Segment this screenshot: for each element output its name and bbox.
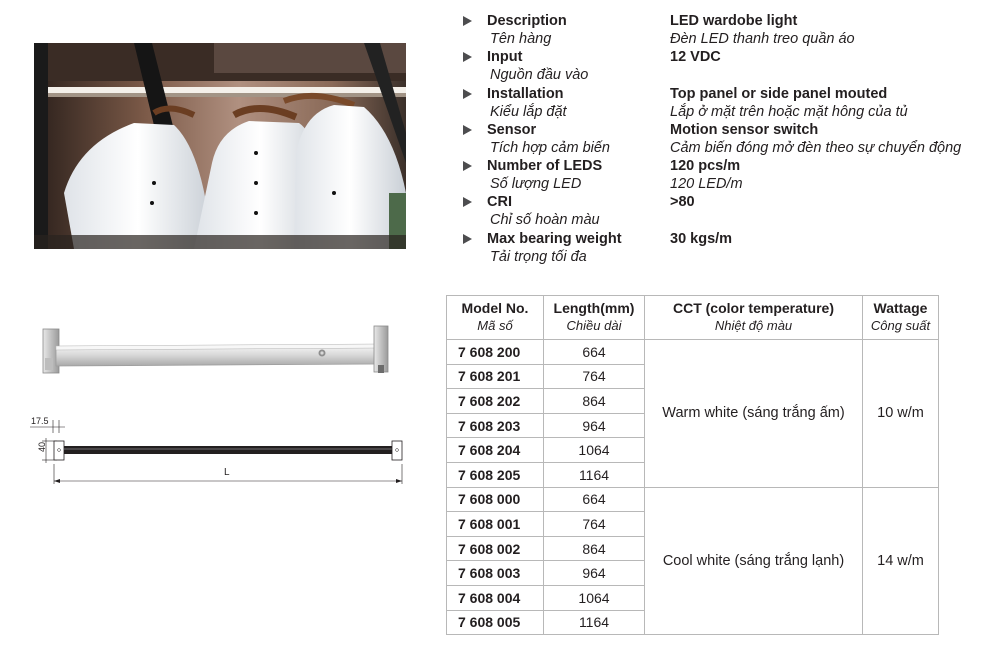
model-cell: 7 608 205 — [447, 462, 544, 487]
triangle-bullet-icon — [463, 234, 472, 244]
triangle-bullet-icon — [463, 52, 472, 62]
spec-item-installation — [463, 86, 1000, 122]
cct-cell-cool: Cool white (sáng trắng lạnh) — [645, 487, 863, 635]
length-cell: 864 — [544, 389, 645, 414]
header-model: Model No. Mã số — [447, 296, 544, 340]
spec-value: LED wardobe light — [670, 13, 798, 29]
model-cell: 7 608 202 — [447, 389, 544, 414]
model-cell: 7 608 201 — [447, 364, 544, 389]
spec-label: Sensor — [487, 122, 537, 138]
model-cell: 7 608 200 — [447, 340, 544, 365]
length-cell: 964 — [544, 561, 645, 586]
spec-label-vi: Nguồn đầu vào — [490, 67, 589, 83]
model-cell: 7 608 001 — [447, 512, 544, 537]
wattage-cell-cool: 14 w/m — [863, 487, 939, 635]
led-bar-product-render — [40, 322, 395, 380]
table-header-row — [447, 296, 939, 340]
dim-height-label: 40 — [37, 441, 47, 452]
led-bar-render-svg — [40, 322, 395, 380]
spec-value-vi: Cảm biến đóng mở đèn theo sự chuyển động — [670, 140, 962, 156]
spec-label-vi: Kiểu lắp đặt — [490, 104, 567, 120]
length-cell: 864 — [544, 536, 645, 561]
spec-value: >80 — [670, 194, 695, 210]
length-cell: 1164 — [544, 610, 645, 635]
triangle-bullet-icon — [463, 89, 472, 99]
dim-width-label: 17.5 — [31, 416, 49, 426]
dim-length-label: L — [224, 467, 230, 478]
spec-value-vi: Đèn LED thanh treo quần áo — [670, 31, 855, 47]
header-cct: CCT (color temperature) Nhiệt độ màu — [645, 296, 863, 340]
spec-label: Input — [487, 49, 523, 65]
model-cell: 7 608 002 — [447, 536, 544, 561]
table-row — [447, 487, 939, 512]
triangle-bullet-icon — [463, 16, 472, 26]
model-cell: 7 608 204 — [447, 438, 544, 463]
length-cell: 764 — [544, 364, 645, 389]
wattage-cell-warm: 10 w/m — [863, 340, 939, 488]
spec-value-vi: Lắp ở mặt trên hoặc mặt hông của tủ — [670, 104, 908, 120]
spec-label: Installation — [487, 86, 564, 102]
header-length: Length(mm) Chiều dài — [544, 296, 645, 340]
spec-label: CRI — [487, 194, 512, 210]
model-cell: 7 608 004 — [447, 585, 544, 610]
length-cell: 664 — [544, 487, 645, 512]
dimension-drawing-svg — [28, 412, 413, 492]
spec-value: 12 VDC — [670, 49, 721, 65]
cct-cell-warm: Warm white (sáng trắng ấm) — [645, 340, 863, 488]
triangle-bullet-icon — [463, 125, 472, 135]
length-cell: 1064 — [544, 438, 645, 463]
model-cell: 7 608 000 — [447, 487, 544, 512]
triangle-bullet-icon — [463, 161, 472, 171]
wardrobe-photo-illustration — [34, 43, 406, 249]
spec-label-vi: Chỉ số hoàn màu — [490, 212, 600, 228]
length-cell: 764 — [544, 512, 645, 537]
spec-value: Motion sensor switch — [670, 122, 819, 138]
header-wattage: Wattage Công suất — [863, 296, 939, 340]
model-cell: 7 608 203 — [447, 413, 544, 438]
spec-label-vi: Số lượng LED — [490, 176, 582, 192]
spec-item-sensor — [463, 122, 1000, 158]
spec-label-vi: Tích hợp cảm biến — [490, 140, 610, 156]
spec-label-vi: Tải trọng tối đa — [490, 249, 587, 265]
product-photo-wardrobe-shirts — [34, 43, 406, 249]
spec-label: Max bearing weight — [487, 231, 622, 247]
model-cell: 7 608 005 — [447, 610, 544, 635]
spec-item-max-bearing-weight — [463, 231, 1000, 267]
spec-value: Top panel or side panel mouted — [670, 86, 888, 102]
spec-item-input — [463, 49, 1000, 85]
length-cell: 664 — [544, 340, 645, 365]
length-cell: 964 — [544, 413, 645, 438]
model-table — [446, 295, 939, 635]
length-cell: 1164 — [544, 462, 645, 487]
spec-label-vi: Tên hàng — [490, 31, 552, 47]
spec-value: 120 pcs/m — [670, 158, 741, 174]
triangle-bullet-icon — [463, 197, 472, 207]
spec-label: Description — [487, 13, 567, 29]
spec-item-cri — [463, 194, 1000, 230]
technical-drawing — [28, 412, 413, 492]
spec-item-description — [463, 13, 1000, 49]
length-cell: 1064 — [544, 585, 645, 610]
table-row — [447, 340, 939, 365]
spec-value-vi: 120 LED/m — [670, 176, 743, 192]
spec-label: Number of LEDS — [487, 158, 603, 174]
spec-item-number-of-leds — [463, 158, 1000, 194]
spec-value: 30 kgs/m — [670, 231, 733, 247]
model-cell: 7 608 003 — [447, 561, 544, 586]
